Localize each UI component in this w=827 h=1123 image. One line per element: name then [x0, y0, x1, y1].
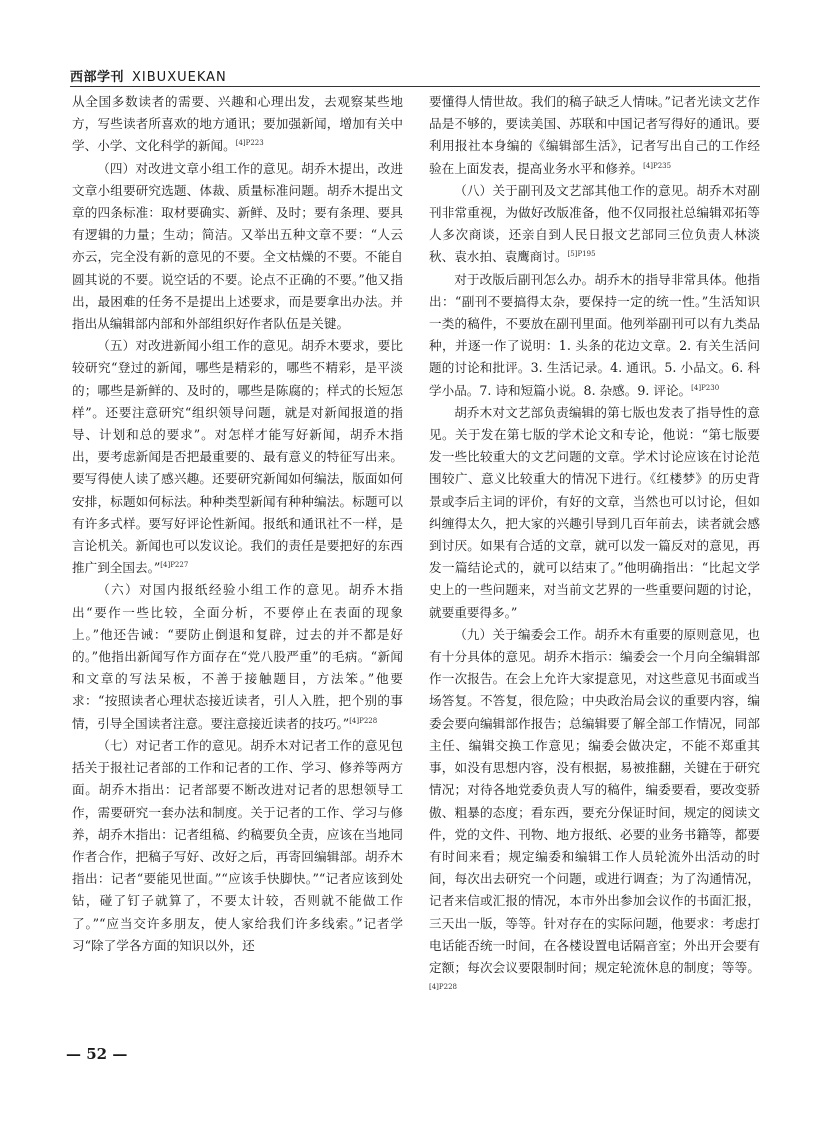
page-number: — 52 — [66, 1045, 128, 1063]
header-rule [70, 86, 760, 87]
citation: [4]P228 [429, 982, 457, 991]
journal-title-latin: XIBUXUEKAN [132, 70, 227, 85]
citation: [5]P195 [567, 250, 596, 259]
journal-title-cn: 西部学刊 [70, 70, 125, 85]
citation: [4]P223 [235, 139, 264, 148]
paragraph: （四）对改进文章小组工作的意见。胡乔木提出，改进文章小组要研究选题、体裁、质量标准问题。胡乔木提出文章的四条标准：取材要确实、新鲜、及时；要有条理、要具有逻辑的力量；生动；简洁。又举出五种文章不要：“人云亦云，完全没有新的意见的不要。全文枯燥的不要。不能自圆其说的不要。说空话的不要。论点不正确的不要。”他又指出，最困难的任务不是提出上述要求，而是要拿出办法。并指出从编辑部内部和外部组织好作者队伍是关键。 [72, 160, 403, 332]
paragraph: （七）对记者工作的意见。胡乔木对记者工作的意见包括关于报社记者部的工作和记者的工作、学习、修养等两方面。胡乔木指出：记者部要不断改进对记者的思想领导工作，需要研究一套办法和制度。关于记者的工作、学习与修养，胡乔木指出：记者组稿、约稿要负全责，应该在当地同作者合作，把稿子写好、改好之后，再寄回编辑部。胡乔木指出：记者“要能见世面。”“应该手快脚快。”“记者应该到处钻，碰了钉子就算了，不要太计较，否则就不能做工作了。”“应当交许多朋友，使人家给我们许多线索。”记者学习“除了学各方面的知识以外，还 [72, 737, 403, 953]
paragraph: 要懂得人情世故。我们的稿子缺乏人情味。”记者光读文艺作品是不够的，要读美国、苏联和中国记者写得好的通讯。要利用报社本身编的《编辑部生活》，记者写出自己的工作经验在上面发表，提高业务水平和修养。$^{[4]P235}$ [429, 94, 760, 176]
left-column [72, 91, 403, 957]
citation: [4]P227 [160, 561, 189, 570]
citation: [4]P228 [349, 716, 378, 725]
paragraph: （五）对改进新闻小组工作的意见。胡乔木要求，要比较研究“登过的新闻，哪些是精彩的，哪些不精彩，是平淡的；哪些是新鲜的、及时的，哪些是陈腐的；样式的长短怎样”。还要注意研究“组织领导问题，就是对新闻报道的指导、计划和总的要求”。对怎样才能写好新闻，胡乔木指出，要考虑新闻是否把最重要的、最有意义的特征写出来。要写得使人读了感兴趣。还要研究新闻如何编法，版面如何安排，标题如何标法。种种类型新闻有种种编法。标题可以有许多式样。要写好评论性新闻。报纸和通讯社不一样，是言论机关。新闻也可以发议论。我们的责任是要把好的东西推广到全国去。”$^{[4]P227}$ [72, 338, 403, 576]
paragraph: 对于改版后副刊怎么办。胡乔木的指导非常具体。他指出：“副刊不要搞得太杂，要保持一定的统一性。”生活知识一类的稿件，不要放在副刊里面。他列举副刊可以有九类品种，并逐一作了说明：1. 头条的花边文章。2. 有关生活问题的讨论和批评。3. 生活记录。4. 通讯。5. 小品文。6. 科学小品。7. 诗和短篇小说。8. 杂感。9. 评论。$^{[4]P230}$ [429, 271, 760, 398]
right-column [429, 91, 760, 1001]
citation: [4]P235 [643, 161, 672, 170]
running-header [70, 66, 760, 85]
citation: [4]P230 [691, 383, 720, 392]
paragraph: 胡乔木对文艺部负责编辑的第七版也发表了指导性的意见。关于发在第七版的学术论文和专论，他说：“第七版要发一些比较重大的文艺问题的文章。学术讨论应该在讨论范围较广、意义比较重大的情况下进行。《红楼梦》的历史背景或李后主词的评价，有好的文章，当然也可以讨论，但如纠缠得太久，把大家的兴趣引导到几百年前去，读者就会感到讨厌。如果有合适的文章，就可以发一篇反对的意见，再发一篇结论式的，就可以结束了。”他明确指出：“比起文学史上的一些问题来，对当前文艺界的一些重要问题的讨论，就要重要得多。” [429, 404, 760, 620]
paragraph: （六）对国内报纸经验小组工作的意见。胡乔木指出“要作一些比较，全面分析，不要停止在表面的现象上。”他还告诫：“要防止倒退和复辟，过去的并不都是好的。”他指出新闻写作方面存在“党八股严重”的毛病。“新闻和文章的写法呆板，不善于接触题目，方法笨。”他要求：“按照读者心理状态接近读者，引人入胜，把个别的事情，引导全国读者注意。要注意接近读者的技巧。”$^{[4]P228}$ [72, 582, 403, 731]
paragraph: 从全国多数读者的需要、兴趣和心理出发，去观察某些地方，写些读者所喜欢的地方通讯；要加强新闻，增加有关中学、小学、文化科学的新闻。$^{[4]P223}$ [72, 94, 403, 154]
paragraph: （九）关于编委会工作。胡乔木有重要的原则意见，也有十分具体的意见。胡乔木指示：编委会一个月向全编辑部作一次报告。在会上允许大家提意见，对这些意见书面或当场答复。不答复，很危险；中央政治局会议的重要内容，编委会要向编辑部作报告；总编辑要了解全部工作情况，同部主任、编辑交换工作意见；编委会做决定，不能不郑重其事，如没有思想内容，没有根据，易被推翻，关键在于研究情况；对待各地党委负责人写的稿件，编委要看，要改变骄傲、粗暴的态度；看东西，要充分保证时间，规定的阅读文件，党的文件、刊物、地方报纸、必要的业务书籍等，都要有时间来看；规定编委和编辑工作人员轮流外出活动的时间，每次出去研究一个问题，或进行调查；为了沟通情况，记者来信或汇报的情况，本市外出参加会议作的书面汇报，三天出一版，等等。针对存在的实际问题，他要求：考虑打电话能否统一时间，在各楼设置电话隔音室；外出开会要有定额；每次会议要限制时间；规定轮流休息的制度；等等。$^{[4]P228}$ [429, 626, 760, 991]
paragraph: （八）关于副刊及文艺部其他工作的意见。胡乔木对副刊非常重视，为做好改版准备，他不仅同报社总编辑邓拓等人多次商谈，还亲自到人民日报文艺部同三位负责人林淡秋、袁水拍、袁鹰商讨。$^{[5]P195}$ [429, 182, 760, 265]
